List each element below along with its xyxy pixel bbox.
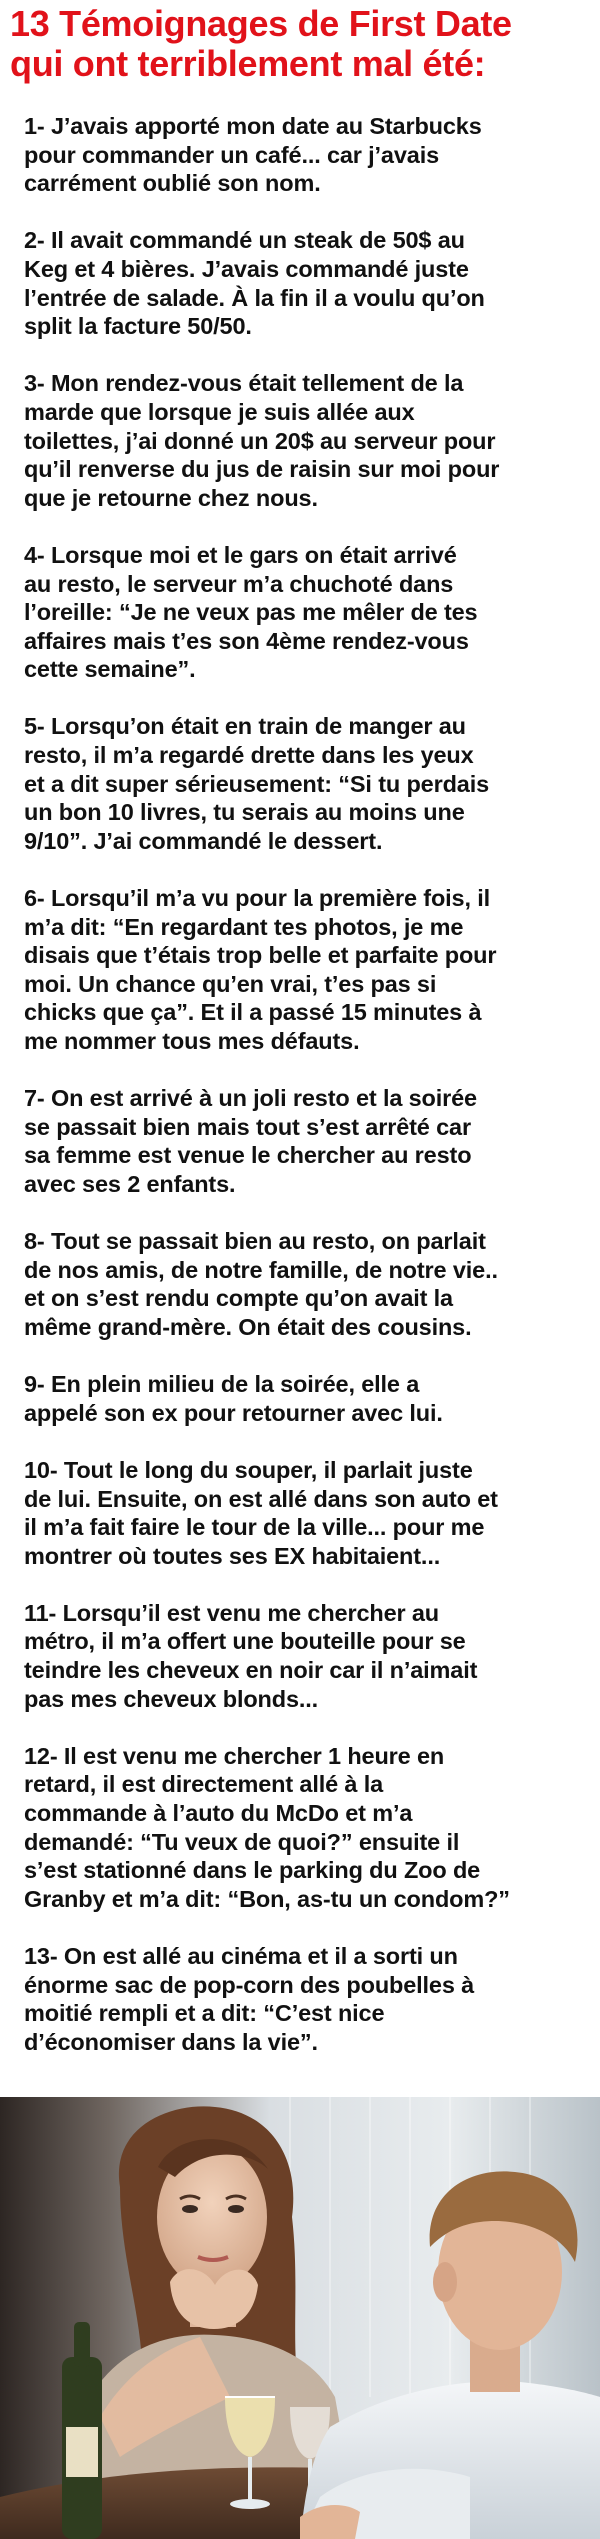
testimonial-line: 2- Il avait commandé un steak de 50$ au (24, 227, 465, 254)
item-spacer (24, 1199, 598, 1228)
testimonial-line: un bon 10 livres, tu serais au moins une (24, 799, 465, 826)
testimonial-line: au resto, le serveur m’a chuchoté dans (24, 570, 454, 597)
item-spacer (24, 1570, 598, 1599)
testimonial-line: d’économiser dans la vie”. (24, 2028, 318, 2055)
testimonial-line: sa femme est venue le chercher au resto (24, 1142, 472, 1169)
testimonial-line: Keg et 4 bières. J’avais commandé juste (24, 255, 469, 282)
item-spacer (24, 1342, 598, 1371)
title-line-1: 13 Témoignages de First Date (10, 3, 512, 44)
testimonial-line: même grand-mère. On était des cousins. (24, 1313, 472, 1340)
testimonial-line: et a dit super sérieusement: “Si tu perdais (24, 770, 489, 797)
testimonial-line: se passait bien mais tout s’est arrêté car (24, 1113, 471, 1140)
testimonial-line: carrément oublié son nom. (24, 170, 321, 197)
item-spacer (24, 684, 598, 713)
testimonial-line: 6- Lorsqu’il m’a vu pour la première fois, il (24, 885, 490, 912)
testimonial-line: 13- On est allé au cinéma et il a sorti un (24, 1943, 458, 1969)
testimonial-line: pas mes cheveux blonds... (24, 1685, 319, 1712)
testimonial-line: split la facture 50/50. (24, 313, 252, 340)
testimonial-line: me nommer tous mes défauts. (24, 1028, 360, 1054)
testimonial-line: 1- J’avais apporté mon date au Starbucks (24, 113, 482, 139)
testimonial-line: l’entrée de salade. À la fin il a voulu qu’on (24, 284, 485, 311)
date-photo (0, 2097, 600, 2539)
testimonial-item (24, 1227, 598, 1341)
testimonial-item (24, 1084, 598, 1198)
page-title (0, 0, 600, 84)
testimonial-line: 4- Lorsque moi et le gars on était arrivé (24, 541, 457, 568)
testimonial-item (24, 112, 598, 198)
title-line-2: qui ont terriblement mal été: (10, 43, 486, 84)
testimonial-line: montrer où toutes ses EX habitaient... (24, 1542, 441, 1569)
item-spacer (24, 1913, 598, 1942)
testimonial-line: énorme sac de pop-corn des poubelles à (24, 1971, 475, 1998)
testimonial-line: de lui. Ensuite, on est allé dans son auto et (24, 1485, 498, 1512)
testimonial-line: il m’a fait faire le tour de la ville... pour me (24, 1514, 485, 1541)
item-spacer (24, 341, 598, 370)
testimonial-item (24, 712, 598, 855)
testimonial-line: cette semaine”. (24, 656, 196, 683)
testimonial-line: s’est stationné dans le parking du Zoo de (24, 1857, 481, 1884)
testimonial-item (24, 1942, 598, 2056)
testimonial-line: 3- Mon rendez-vous était tellement de la (24, 370, 464, 397)
testimonial-line: de nos amis, de notre famille, de notre vie.. (24, 1256, 498, 1283)
testimonial-line: toilettes, j’ai donné un 20$ au serveur pour (24, 427, 496, 454)
testimonial-item (24, 1370, 598, 1427)
testimonial-line: Granby et m’a dit: “Bon, as-tu un condom?” (24, 1885, 510, 1912)
testimonial-item (24, 884, 598, 1056)
testimonial-item (24, 1742, 598, 1914)
item-spacer (24, 855, 598, 884)
testimonial-line: m’a dit: “En regardant tes photos, je me (24, 913, 464, 940)
testimonial-line: qu’il renverse du jus de raisin sur moi pour (24, 456, 500, 483)
testimonial-line: chicks que ça”. Et il a passé 15 minutes à (24, 999, 482, 1026)
testimonial-line: 10- Tout le long du souper, il parlait juste (24, 1456, 473, 1483)
testimonial-line: que je retourne chez nous. (24, 484, 318, 511)
testimonial-line: affaires mais t’es son 4ème rendez-vous (24, 627, 469, 654)
testimonial-line: marde que lorsque je suis allée aux (24, 398, 415, 425)
testimonial-line: et on s’est rendu compte qu’on avait la (24, 1285, 453, 1312)
testimonial-line: pour commander un café... car j’avais (24, 141, 439, 168)
testimonial-line: commande à l’auto du McDo et m’a (24, 1800, 413, 1827)
testimonial-line: avec ses 2 enfants. (24, 1170, 236, 1197)
testimonial-line: moi. Un chance qu’en vrai, t’es pas si (24, 970, 437, 997)
testimonial-line: moitié rempli et a dit: “C’est nice (24, 2000, 385, 2027)
testimonial-item (24, 369, 598, 512)
item-spacer (24, 1713, 598, 1742)
testimonial-line: 5- Lorsqu’on était en train de manger au (24, 713, 466, 740)
testimonial-line: 7- On est arrivé à un joli resto et la soirée (24, 1085, 477, 1112)
testimonial-item (24, 1599, 598, 1713)
testimonial-line: 11- Lorsqu’il est venu me chercher au (24, 1599, 439, 1626)
testimonial-line: 9/10”. J’ai commandé le dessert. (24, 827, 383, 854)
testimonial-list (0, 112, 598, 2056)
testimonial-item (24, 226, 598, 340)
testimonial-item (24, 1456, 598, 1570)
testimonial-line: resto, il m’a regardé drette dans les yeux (24, 742, 474, 769)
testimonial-item (24, 541, 598, 684)
testimonial-line: 12- Il est venu me chercher 1 heure en (24, 1742, 445, 1769)
item-spacer (24, 198, 598, 227)
testimonial-line: métro, il m’a offert une bouteille pour se (24, 1628, 466, 1655)
item-spacer (24, 1427, 598, 1456)
testimonial-line: l’oreille: “Je ne veux pas me mêler de tes (24, 599, 478, 626)
testimonial-line: 9- En plein milieu de la soirée, elle a (24, 1371, 420, 1398)
testimonial-line: 8- Tout se passait bien au resto, on parlait (24, 1228, 486, 1255)
testimonial-line: teindre les cheveux en noir car il n’aimait (24, 1657, 478, 1684)
item-spacer (24, 512, 598, 541)
testimonial-line: retard, il est directement allé à la (24, 1771, 384, 1798)
testimonial-line: demandé: “Tu veux de quoi?” ensuite il (24, 1828, 460, 1855)
item-spacer (24, 1056, 598, 1085)
testimonial-line: appelé son ex pour retourner avec lui. (24, 1399, 443, 1426)
testimonial-line: disais que t’étais trop belle et parfaite pour (24, 942, 497, 969)
